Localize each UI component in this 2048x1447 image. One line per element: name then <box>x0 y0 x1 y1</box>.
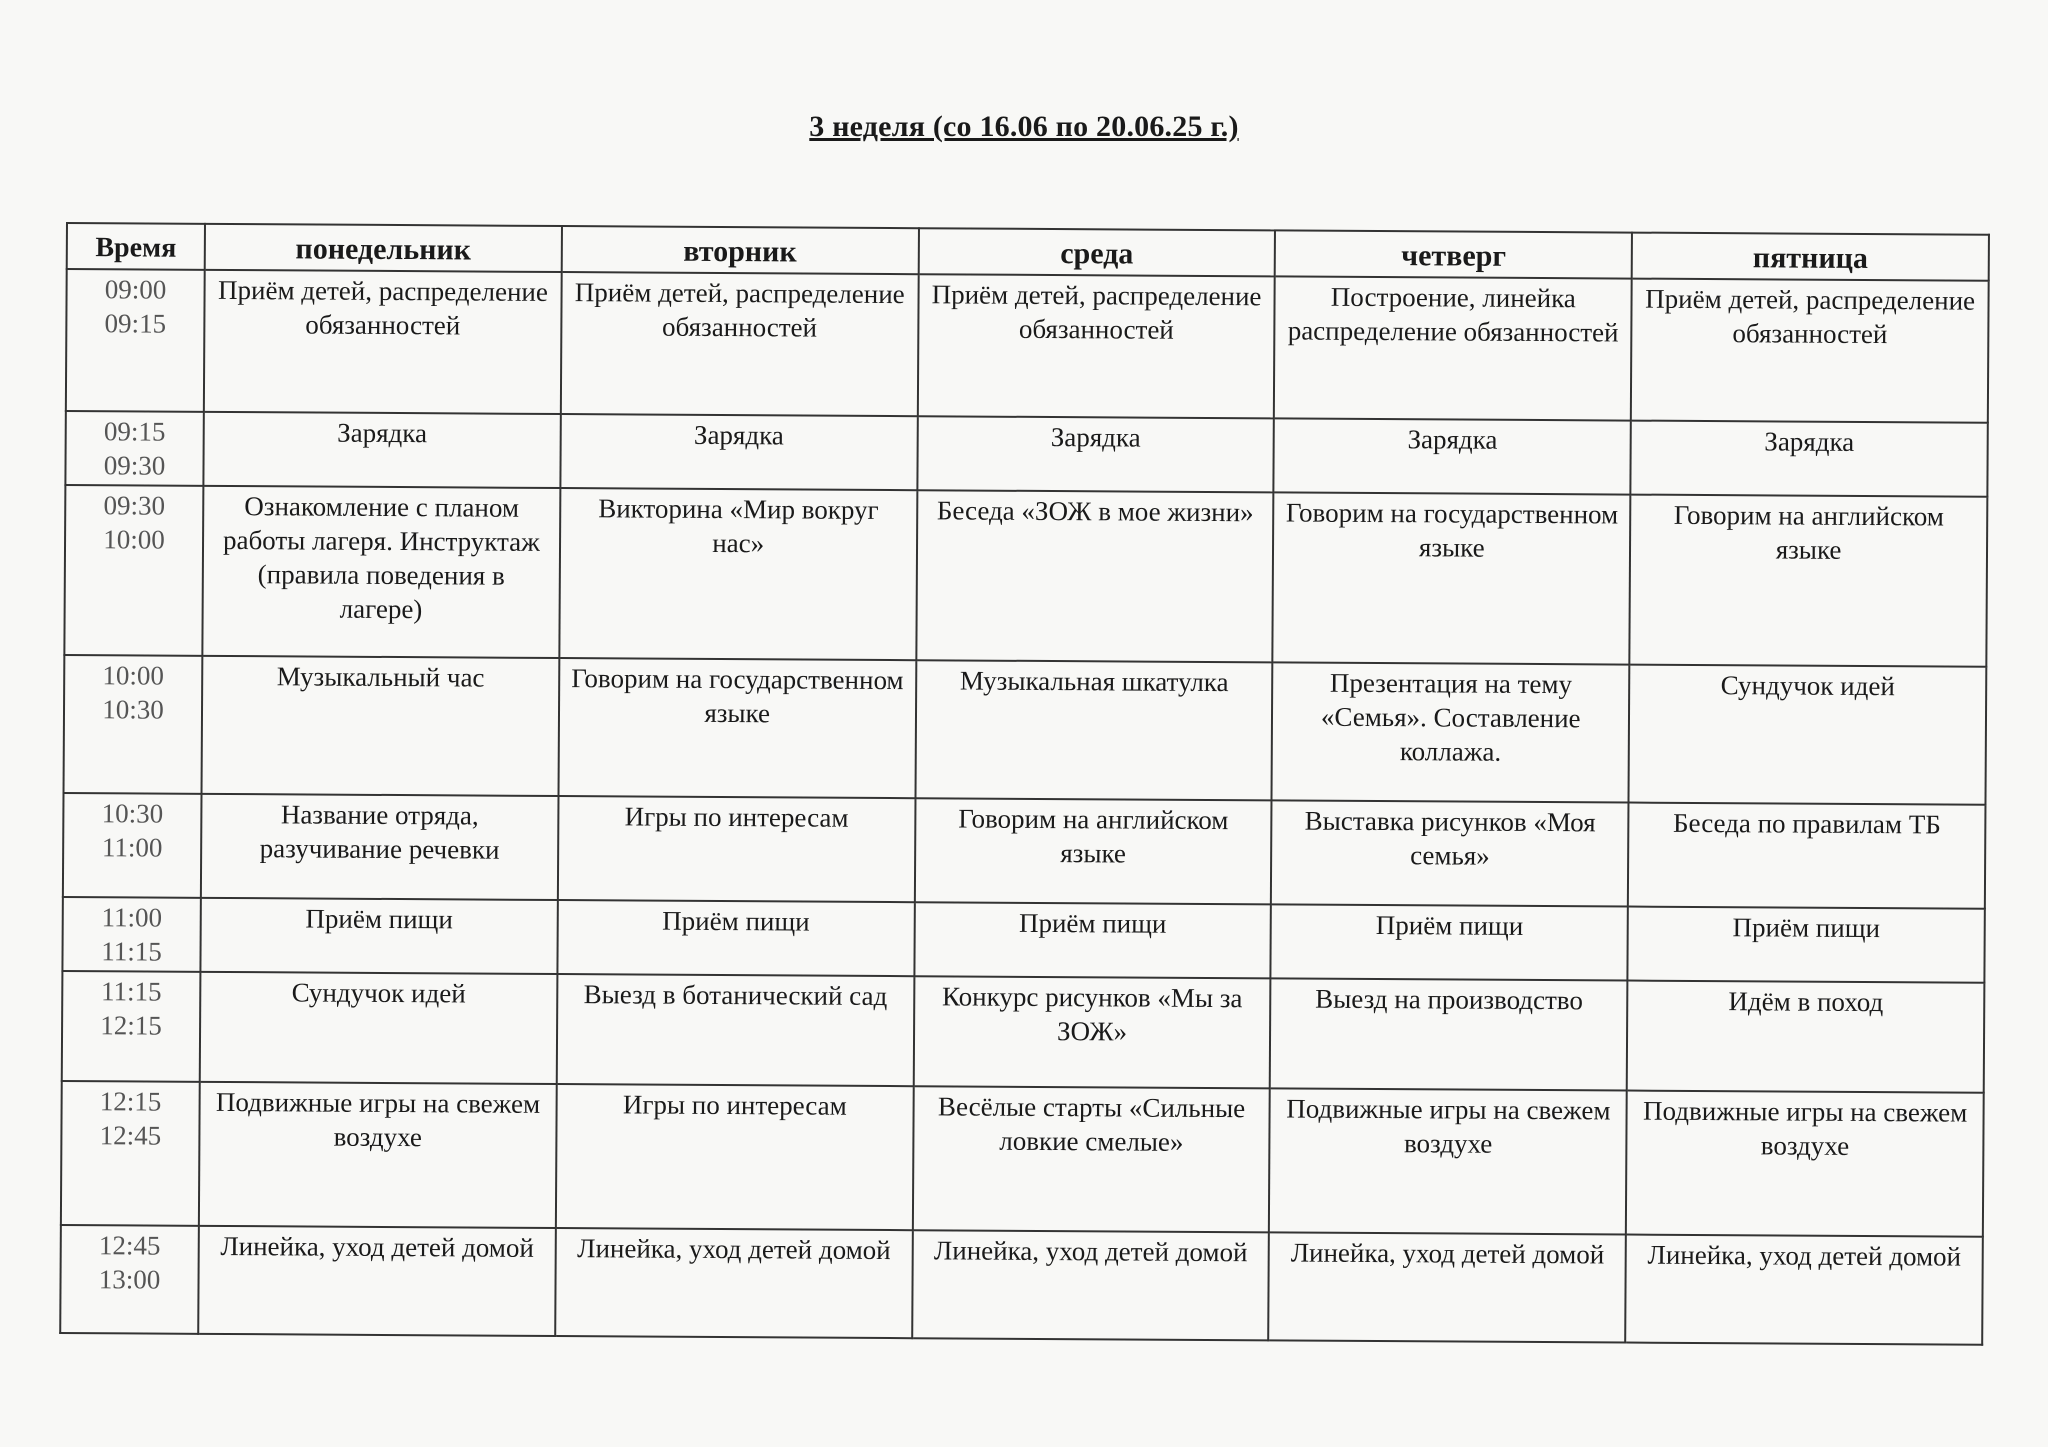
activity-cell: Сундучок идей <box>1629 665 1987 805</box>
activity-cell: Говорим на государственном языке <box>558 658 916 798</box>
time-cell: 09:30 10:00 <box>64 485 203 656</box>
activity-cell: Беседа «ЗОЖ в мое жизни» <box>916 490 1274 662</box>
activity-cell: Название отряда, разучивание речевки <box>201 794 558 900</box>
activity-cell: Игры по интересам <box>556 1084 914 1230</box>
time-cell: 09:00 09:15 <box>66 269 205 412</box>
activity-cell: Весёлые старты «Сильные ловкие смелые» <box>912 1086 1270 1232</box>
activity-cell: Зарядка <box>1631 421 1988 497</box>
header-day: пятница <box>1632 233 1989 281</box>
activity-cell: Сундучок идей <box>200 972 557 1084</box>
activity-cell: Подвижные игры на свежем воздухе <box>1626 1091 1984 1237</box>
activity-cell: Приём пищи <box>1271 904 1628 980</box>
header-time: Время <box>67 223 205 270</box>
activity-cell: Линейка, уход детей домой <box>912 1230 1269 1340</box>
table-row <box>64 655 1987 805</box>
activity-cell: Подвижные игры на свежем воздухе <box>199 1082 557 1228</box>
activity-cell: Викторина «Мир вокруг нас» <box>559 488 917 660</box>
time-cell: 10:00 10:30 <box>64 655 203 794</box>
activity-cell: Выезд на производство <box>1270 978 1627 1090</box>
table-row <box>62 971 1985 1093</box>
table-row <box>62 897 1984 983</box>
activity-cell: Линейка, уход детей домой <box>198 1226 555 1336</box>
header-day: четверг <box>1275 230 1632 278</box>
time-cell: 10:30 11:00 <box>63 793 202 898</box>
activity-cell: Выезд в ботанический сад <box>557 974 914 1086</box>
table-row <box>65 411 1987 497</box>
table-row <box>61 1081 1984 1237</box>
activity-cell: Линейка, уход детей домой <box>555 1228 912 1338</box>
time-cell: 12:15 12:45 <box>61 1081 200 1226</box>
time-cell: 09:15 09:30 <box>65 411 203 486</box>
activity-cell: Говорим на английском языке <box>1630 495 1988 667</box>
activity-cell: Подвижные игры на свежем воздухе <box>1269 1088 1627 1234</box>
activity-cell: Зарядка <box>917 416 1274 492</box>
header-day: вторник <box>562 226 919 274</box>
activity-cell: Музыкальная шкатулка <box>915 660 1273 800</box>
activity-cell: Построение, линейка распределение обязанностей <box>1274 276 1632 420</box>
activity-cell: Игры по интересам <box>558 796 915 902</box>
activity-cell: Линейка, уход детей домой <box>1269 1232 1626 1342</box>
activity-cell: Конкурс рисунков «Мы за ЗОЖ» <box>913 976 1270 1088</box>
activity-cell: Идём в поход <box>1627 981 1984 1093</box>
activity-cell: Приём пищи <box>914 902 1271 978</box>
header-day: понедельник <box>205 224 562 272</box>
activity-cell: Приём пищи <box>557 900 914 976</box>
table-row <box>66 269 1989 423</box>
activity-cell: Приём детей, распределение обязанностей <box>917 274 1275 418</box>
activity-cell: Приём пищи <box>200 898 557 974</box>
header-day: среда <box>918 228 1275 276</box>
time-cell: 11:00 11:15 <box>62 897 200 972</box>
table-row <box>60 1225 1983 1345</box>
activity-cell: Говорим на английском языке <box>914 798 1271 904</box>
activity-cell: Зарядка <box>1274 418 1631 494</box>
activity-cell: Зарядка <box>203 412 560 488</box>
activity-cell: Зарядка <box>560 414 917 490</box>
time-cell: 11:15 12:15 <box>62 971 201 1082</box>
time-cell: 12:45 13:00 <box>60 1225 199 1334</box>
activity-cell: Говорим на государственном языке <box>1273 492 1631 664</box>
activity-cell: Музыкальный час <box>202 656 560 796</box>
activity-cell: Линейка, уход детей домой <box>1625 1235 1982 1345</box>
activity-cell: Приём детей, распределение обязанностей <box>204 270 562 414</box>
activity-cell: Выставка рисунков «Моя семья» <box>1271 800 1628 906</box>
table-row <box>63 793 1986 909</box>
activity-cell: Приём детей, распределение обязанностей <box>1631 279 1989 423</box>
page-title: 3 неделя (со 16.06 по 20.06.25 г.) <box>809 110 1239 143</box>
activity-cell: Презентация на тему «Семья». Составление коллажа. <box>1272 662 1630 802</box>
activity-cell: Беседа по правилам ТБ <box>1628 803 1985 909</box>
activity-cell: Приём детей, распределение обязанностей <box>561 272 919 416</box>
schedule-table <box>59 222 1990 1346</box>
activity-cell: Приём пищи <box>1628 907 1985 983</box>
table-row <box>64 485 1987 667</box>
activity-cell: Ознакомление с планом работы лагеря. Инструктаж (правила поведения в лагере) <box>202 486 560 658</box>
